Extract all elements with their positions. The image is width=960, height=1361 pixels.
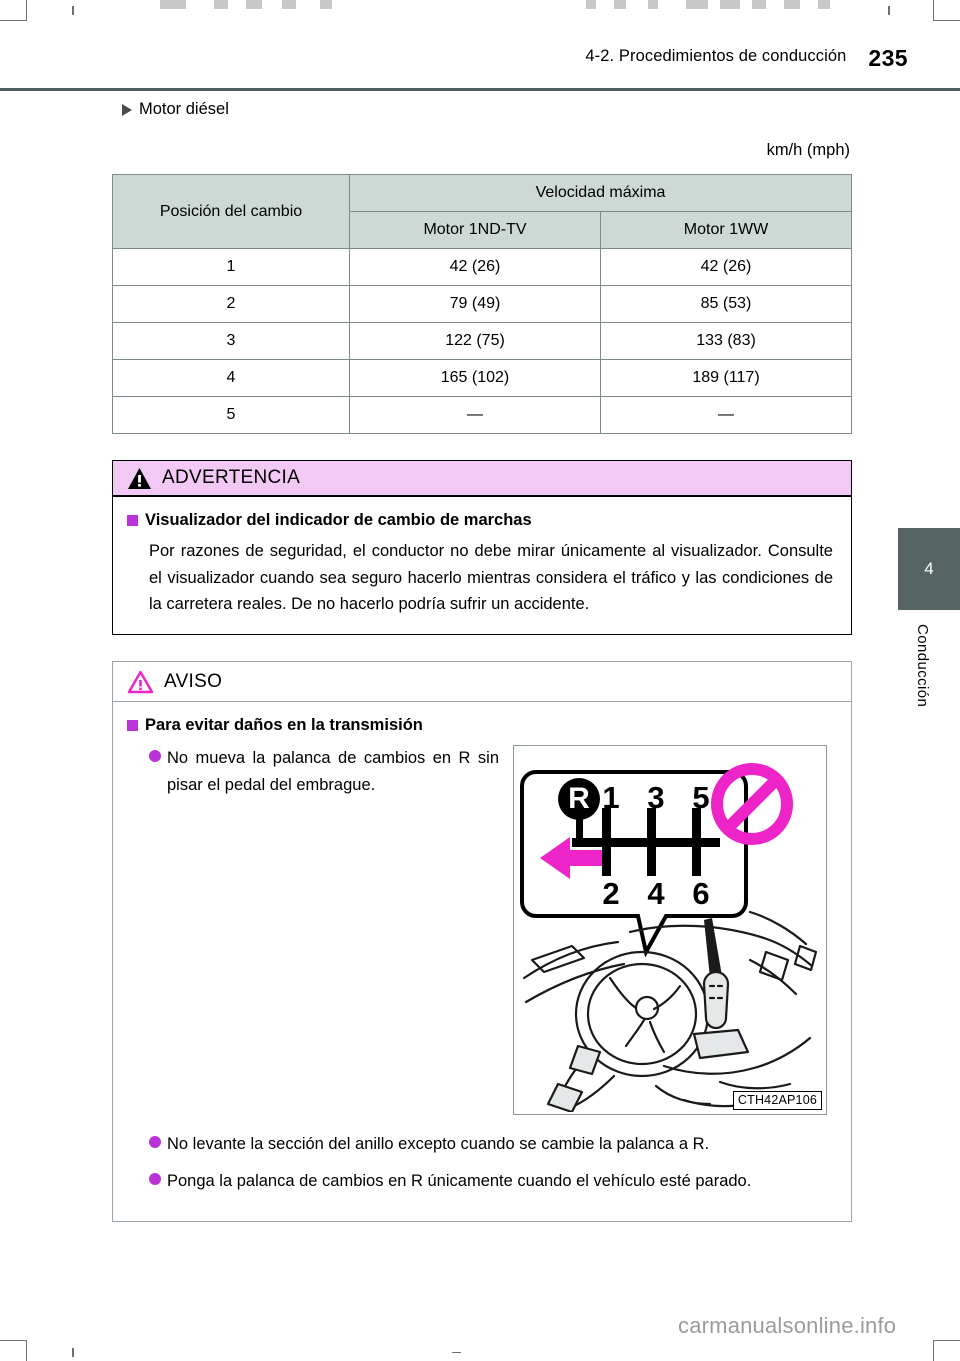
cell-gear: 4 [113, 360, 350, 397]
table-header-row [113, 175, 852, 212]
page-content [112, 100, 852, 1222]
subsection-heading-label: Motor diésel [139, 100, 229, 118]
header-max-speed: Velocidad máxima [350, 175, 852, 212]
print-artifact [752, 0, 766, 9]
notice-bullet-3-row [149, 1168, 833, 1195]
print-artifact [246, 0, 262, 9]
cell-engine-1: 42 (26) [350, 249, 601, 286]
svg-text:3: 3 [647, 780, 665, 816]
warning-body [113, 497, 851, 634]
header-divider [0, 88, 960, 91]
table-unit-label: km/h (mph) [766, 141, 850, 159]
chapter-tab [898, 528, 960, 707]
header-engine-2: Motor 1WW [601, 212, 852, 249]
cell-engine-1: 165 (102) [350, 360, 601, 397]
warning-triangle-icon [127, 467, 152, 490]
cell-engine-1: — [350, 397, 601, 434]
table-row [113, 323, 852, 360]
figure-code: CTH42AP106 [733, 1091, 822, 1110]
print-artifact [648, 0, 658, 9]
triangle-marker-icon [122, 104, 132, 116]
gear-shift-illustration [513, 745, 827, 1115]
chapter-number: 4 [924, 559, 934, 578]
print-artifact [160, 0, 186, 9]
cell-gear: 1 [113, 249, 350, 286]
notice-tail-bullets [127, 1131, 833, 1194]
square-bullet-icon [127, 515, 138, 526]
svg-text:2: 2 [602, 876, 620, 912]
notice-body [113, 702, 851, 1220]
table-row [113, 286, 852, 323]
chapter-number-box [898, 528, 960, 610]
cell-engine-2: 133 (83) [601, 323, 852, 360]
warning-box-header [113, 461, 851, 497]
cell-engine-2: — [601, 397, 852, 434]
print-artifact [784, 0, 800, 9]
registration-tick [888, 6, 890, 15]
print-artifact [586, 0, 596, 9]
crop-mark-top-right [933, 0, 960, 21]
table-row [113, 249, 852, 286]
page-header [0, 45, 960, 84]
max-speed-table [112, 174, 852, 434]
table-row [113, 397, 852, 434]
crop-mark-bottom-right [933, 1340, 960, 1361]
notice-bullet-1-row [149, 745, 499, 798]
warning-heading: Visualizador del indicador de cambio de marchas [145, 511, 532, 529]
notice-bullet-3: Ponga la palanca de cambios en R únicamente cuando el vehículo esté parado. [167, 1171, 752, 1190]
print-artifact [214, 0, 228, 9]
notice-heading: Para evitar daños en la transmisión [145, 716, 423, 735]
cell-engine-2: 189 (117) [601, 360, 852, 397]
warning-heading-row [127, 511, 833, 530]
svg-text:5: 5 [692, 780, 710, 816]
cell-gear: 5 [113, 397, 350, 434]
print-artifact [818, 0, 830, 9]
notice-text-column [127, 745, 499, 798]
round-bullet-icon [149, 1173, 161, 1185]
cell-engine-1: 79 (49) [350, 286, 601, 323]
cell-gear: 3 [113, 323, 350, 360]
svg-text:R: R [568, 782, 590, 816]
registration-tick [452, 1352, 461, 1354]
cell-engine-2: 85 (53) [601, 286, 852, 323]
svg-text:4: 4 [647, 876, 665, 912]
notice-box [112, 661, 852, 1221]
cell-engine-1: 122 (75) [350, 323, 601, 360]
warning-paragraph: Por razones de seguridad, el conductor no debe mirar únicamente al visualizador. Consulte el visualizador cuando sea seguro hacerlo mientras considera el tráfico y las condiciones de la carretera reales. De no hacerlo podría sufrir un accidente. [149, 542, 833, 614]
table-row [113, 360, 852, 397]
subsection-heading [122, 100, 852, 119]
notice-bullet-2: No levante la sección del anillo excepto cuando se cambie la palanca a R. [167, 1135, 710, 1154]
crop-mark-top-left [0, 0, 27, 21]
print-artifact [320, 0, 332, 9]
notice-title: AVISO [164, 670, 223, 692]
registration-tick [72, 1348, 74, 1357]
round-bullet-icon [149, 750, 161, 762]
chapter-label: Conducción [914, 624, 931, 708]
header-shift-position: Posición del cambio [113, 175, 350, 249]
notice-box-header [113, 662, 851, 702]
square-bullet-icon [127, 720, 138, 731]
cell-engine-2: 42 (26) [601, 249, 852, 286]
notice-bullet-1: No mueva la palanca de cambios en R sin pisar el pedal del embrague. [167, 749, 499, 794]
watermark: carmanualsonline.info [678, 1313, 897, 1338]
notice-bullet-2-row [149, 1131, 833, 1158]
crop-mark-bottom-left [0, 1340, 27, 1361]
registration-tick [72, 6, 74, 15]
print-artifact [614, 0, 626, 9]
page-number: 235 [868, 45, 908, 71]
warning-title: ADVERTENCIA [162, 467, 301, 488]
notice-heading-row [127, 716, 833, 735]
svg-text:1: 1 [602, 780, 620, 816]
svg-text:6: 6 [692, 876, 710, 912]
header-section-title: 4-2. Procedimientos de conducción [585, 47, 847, 65]
caution-triangle-icon [127, 670, 154, 694]
header-engine-1: Motor 1ND-TV [350, 212, 601, 249]
round-bullet-icon [149, 1136, 161, 1148]
print-artifact [282, 0, 296, 9]
print-artifact [720, 0, 740, 9]
illustration-graphic [514, 746, 824, 1112]
notice-columns [127, 745, 833, 1115]
print-artifact [686, 0, 708, 9]
cell-gear: 2 [113, 286, 350, 323]
warning-box [112, 460, 852, 635]
